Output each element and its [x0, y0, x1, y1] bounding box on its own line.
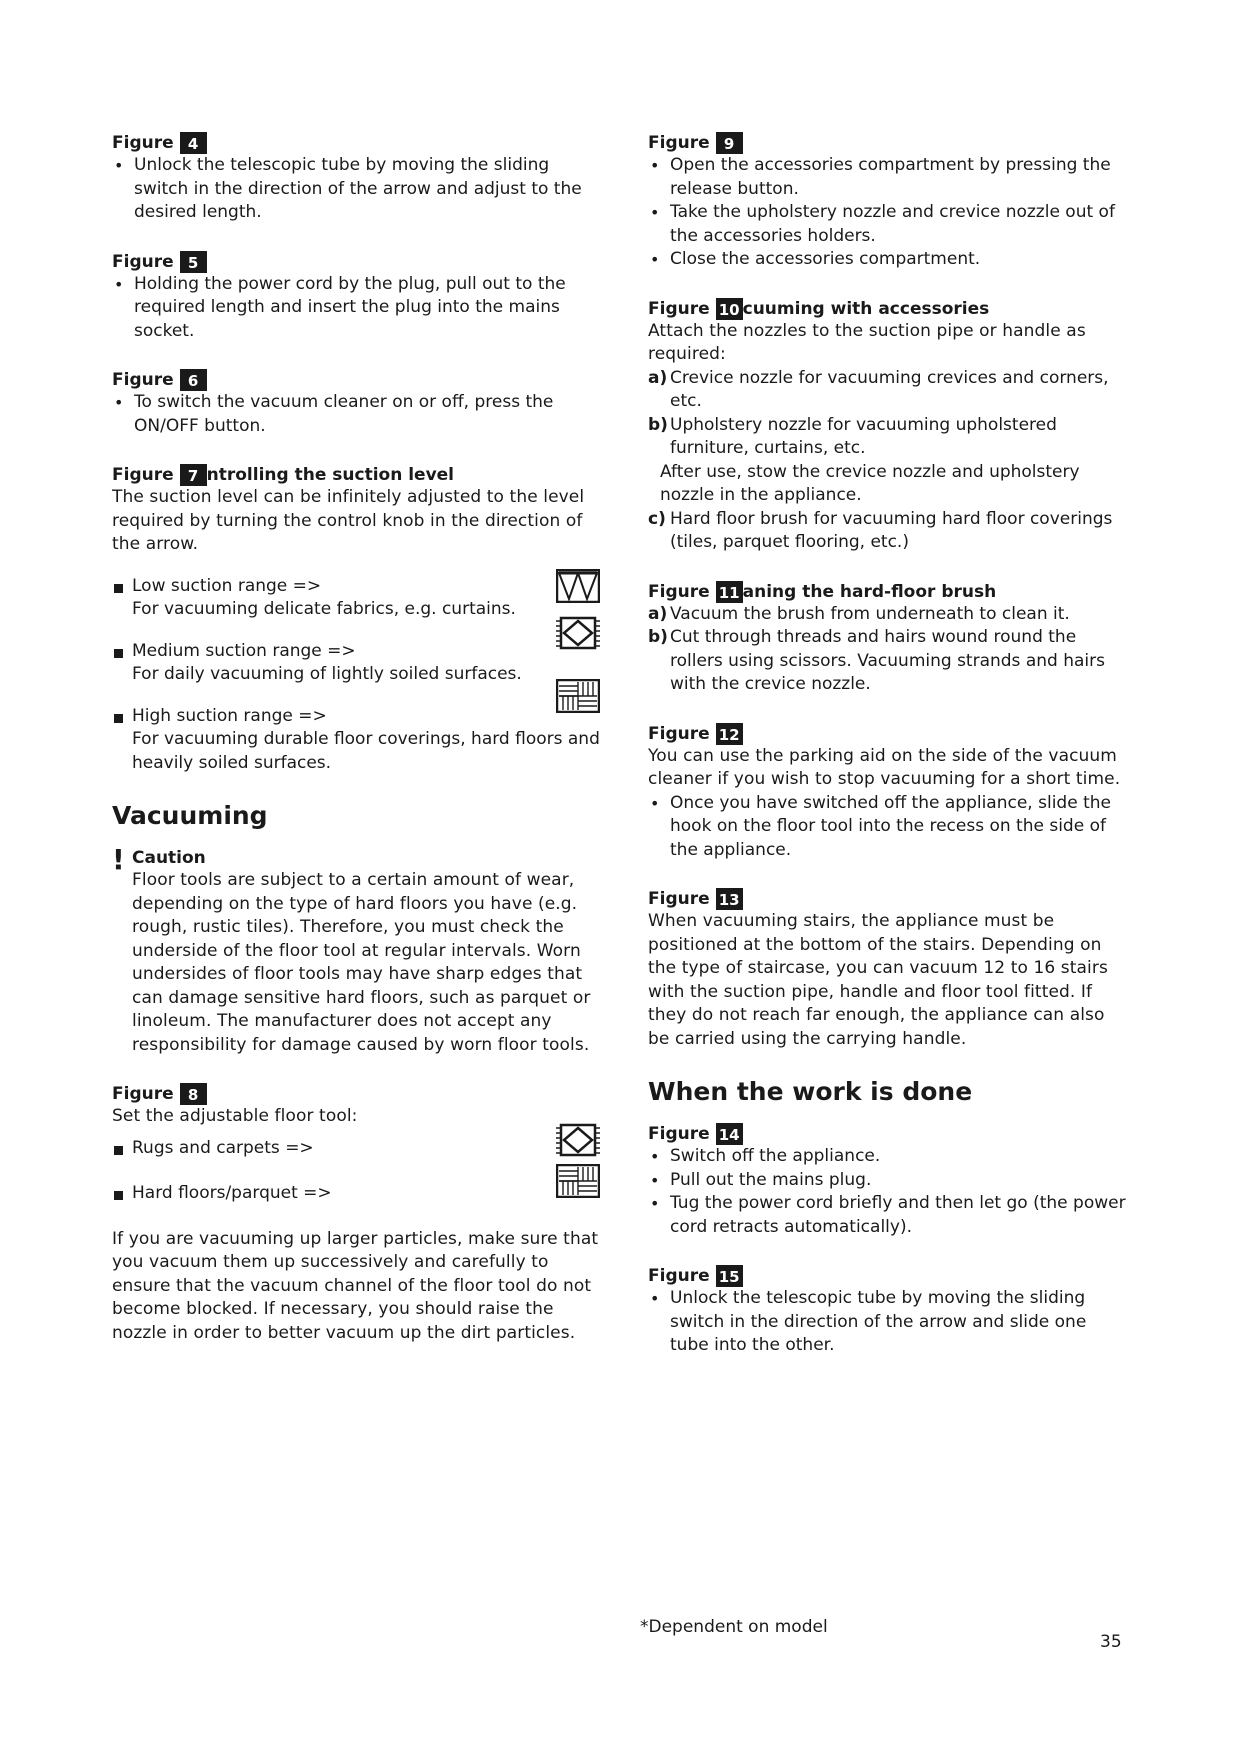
figure-8-section [112, 1083, 600, 1345]
caution-text: Floor tools are subject to a certain amount of wear, depending on the type of hard floors you have (e.g. rough, rustic tiles). Therefore, you must check the underside of the floor tool at regular intervals. Worn undersides of floor tools may have sharp edges that can damage sensitive hard floors, such as parquet or linoleum. The manufacturer does not accept any responsibility for damage caused by worn floor tools. [132, 870, 591, 1055]
after-use-text: After use, stow the crevice nozzle and upholstery nozzle in the appliance. [660, 461, 1080, 505]
bullet-item: • Take the upholstery nozzle and crevice nozzle out of the accessories holders. [648, 201, 1130, 248]
parking-aid-text: You can use the parking aid on the side of the vacuum cleaner if you wish to stop vacuuming for a short time. [648, 745, 1121, 789]
medium-suction-label: Medium suction range => [132, 640, 356, 661]
figure-number-badge: 4 [180, 132, 207, 154]
figure-number-badge: 6 [180, 369, 207, 391]
hard-floors-item [112, 1182, 600, 1206]
figure-8-heading [112, 1083, 600, 1105]
figure-number-badge: 14 [716, 1123, 743, 1145]
figure-10-title: cuuming with accessories [742, 298, 990, 319]
figure-12-section [648, 723, 1130, 863]
figure-11-title: aning the hard-floor brush [742, 581, 997, 602]
parquet-icon [556, 1164, 600, 1198]
figure-number-badge: 8 [180, 1083, 207, 1105]
larger-particles-text: If you are vacuuming up larger particles, make sure that you vacuum them up successively and carefully to ensure that the vacuum channel of the floor tool do not become blocked. If necessary, you should raise the nozzle in order to better vacuum up the dirt particles. [112, 1228, 599, 1343]
figure-number-badge: 5 [180, 251, 207, 273]
vacuuming-heading: Vacuuming [112, 801, 268, 830]
bullet-item: • Tug the power cord briefly and then let go (the power cord retracts automatically). [648, 1192, 1130, 1239]
item-letter: c) [648, 508, 666, 529]
page-number: 35 [1100, 1632, 1122, 1652]
figure-label: Figure [112, 465, 174, 485]
figure-5-heading [112, 251, 600, 273]
bullet-item: • To switch the vacuum cleaner on or off, press the ON/OFF button. [112, 391, 600, 438]
rugs-label: Rugs and carpets => [132, 1137, 314, 1158]
figure-10-section [648, 298, 1130, 555]
figure-5-section [112, 251, 600, 344]
figure-label: Figure [648, 889, 710, 909]
figure-number-badge: 10 [716, 298, 743, 320]
figure-number-badge: 13 [716, 888, 743, 910]
figure-4-section [112, 132, 600, 225]
bullet-item: • Switch off the appliance. [648, 1145, 1130, 1169]
figure-10-heading [648, 298, 1130, 320]
figure-7-heading [112, 464, 600, 486]
work-done-heading: When the work is done [648, 1077, 973, 1106]
figure-15-section [648, 1265, 1130, 1358]
figure-9-heading [648, 132, 1130, 154]
figure-7-title: ntrolling the suction level [206, 465, 455, 485]
item-letter: a) [648, 603, 668, 624]
lettered-item-a [648, 603, 1130, 627]
bullet-item: • Unlock the telescopic tube by moving the sliding switch in the direction of the arrow and slide one tube into the other. [648, 1287, 1130, 1358]
item-text: Hard floor brush for vacuuming hard floor coverings (tiles, parquet flooring, etc.) [670, 508, 1113, 552]
rugs-item [112, 1137, 600, 1161]
low-suction-desc: For vacuuming delicate fabrics, e.g. curtains. [132, 599, 516, 619]
item-text: Upholstery nozzle for vacuuming upholstered furniture, curtains, etc. [670, 414, 1057, 458]
rug-icon [556, 1123, 600, 1157]
figure-label: Figure [112, 370, 174, 390]
caution-title: Caution [132, 848, 206, 868]
figure-6-heading [112, 369, 600, 391]
caution-block [112, 843, 600, 1057]
figure-label: Figure [648, 1124, 710, 1144]
medium-suction-desc: For daily vacuuming of lightly soiled surfaces. [132, 664, 522, 684]
item-letter: b) [648, 627, 668, 647]
warning-icon: ! [112, 843, 125, 876]
figure-14-section [648, 1123, 1130, 1239]
lettered-item-a [648, 367, 1130, 414]
left-column [112, 132, 600, 1371]
lettered-item-b [648, 414, 1130, 461]
figure-9-section [648, 132, 1130, 272]
item-text: Vacuum the brush from underneath to clean it. [670, 603, 1070, 624]
figure-13-heading [648, 888, 1130, 910]
figure-label: Figure [112, 1084, 174, 1104]
figure-label: Figure [112, 133, 174, 153]
bullet-item: • Holding the power cord by the plug, pull out to the required length and insert the plug into the mains socket. [112, 273, 600, 344]
high-suction-item [112, 705, 600, 776]
item-text: Crevice nozzle for vacuuming crevices and corners, etc. [670, 367, 1109, 411]
figure-7-section [112, 464, 600, 775]
figure-number-badge: 7 [180, 464, 207, 486]
high-suction-desc: For vacuuming durable floor coverings, hard floors and heavily soiled surfaces. [132, 729, 600, 773]
right-column [648, 132, 1130, 1384]
figure-12-heading [648, 723, 1130, 745]
item-text: Cut through threads and hairs wound round the rollers using scissors. Vacuuming strands and hairs with the crevice nozzle. [670, 627, 1105, 694]
figure-label: Figure [648, 133, 710, 153]
medium-suction-item [112, 640, 600, 687]
attach-nozzles-text: Attach the nozzles to the suction pipe or handle as required: [648, 320, 1086, 364]
figure-label: Figure [648, 581, 710, 602]
lettered-item-c [648, 508, 1130, 555]
figure-label: Figure [112, 251, 174, 272]
figure-11-heading [648, 581, 1130, 603]
curtain-icon [556, 569, 600, 603]
suction-level-text: The suction level can be infinitely adjusted to the level required by turning the control knob in the direction of the arrow. [112, 487, 585, 554]
parquet-icon [556, 679, 600, 713]
figure-number-badge: 15 [716, 1265, 743, 1287]
stairs-text: When vacuuming stairs, the appliance must be positioned at the bottom of the stairs. Depending on the type of staircase, you can vacuum 12 to 16 stairs with the suction pipe, handle and floor tool fitted. If they do not reach far enough, the appliance can also be carried using the carrying handle. [648, 911, 1108, 1049]
low-suction-item [112, 575, 600, 622]
bullet-item: • Once you have switched off the appliance, slide the hook on the floor tool into the recess on the side of the appliance. [648, 792, 1130, 863]
floor-tool-text: Set the adjustable floor tool: [112, 1106, 358, 1126]
item-letter: a) [648, 367, 668, 388]
figure-label: Figure [648, 298, 710, 319]
bullet-item: • Close the accessories compartment. [648, 248, 1130, 272]
low-suction-label: Low suction range => [132, 575, 322, 596]
figure-4-heading [112, 132, 600, 154]
figure-number-badge: 11 [716, 581, 743, 603]
figure-label: Figure [648, 1266, 710, 1286]
footnote: *Dependent on model [640, 1617, 828, 1637]
figure-15-heading [648, 1265, 1130, 1287]
high-suction-label: High suction range => [132, 705, 327, 726]
rug-icon [556, 616, 600, 650]
bullet-item: • Unlock the telescopic tube by moving the sliding switch in the direction of the arrow and adjust to the desired length. [112, 154, 600, 225]
item-letter: b) [648, 414, 668, 435]
bullet-item: • Open the accessories compartment by pressing the release button. [648, 154, 1130, 201]
bullet-item: • Pull out the mains plug. [648, 1169, 1130, 1193]
figure-number-badge: 12 [716, 723, 743, 745]
figure-11-section [648, 581, 1130, 697]
figure-6-section [112, 369, 600, 438]
lettered-item-b [648, 626, 1130, 697]
figure-label: Figure [648, 723, 710, 744]
figure-13-section [648, 888, 1130, 1051]
figure-14-heading [648, 1123, 1130, 1145]
hard-floors-label: Hard floors/parquet => [132, 1183, 332, 1203]
figure-number-badge: 9 [716, 132, 743, 154]
